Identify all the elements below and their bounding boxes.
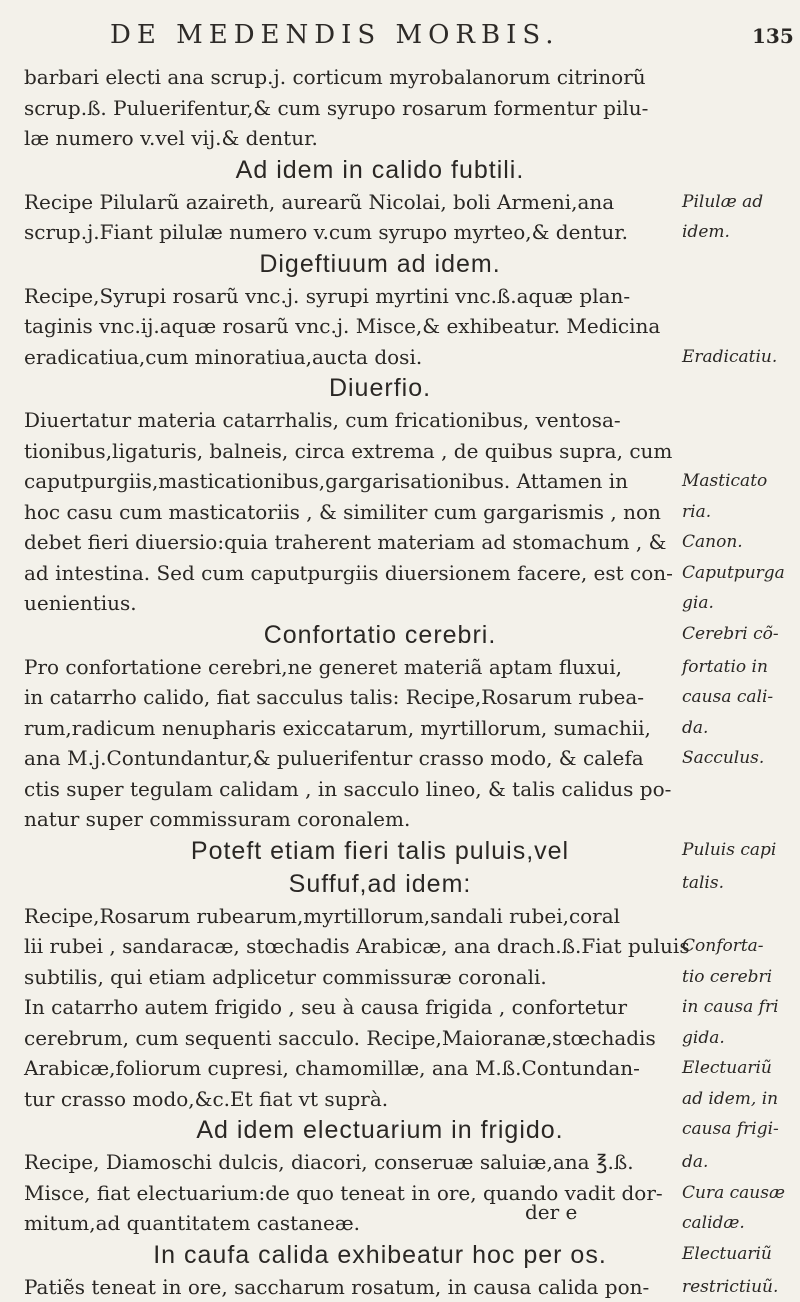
text-line: uenientius.	[24, 588, 736, 619]
text-line: cerebrum, cum sequenti sacculo. Recipe,Maioranæ,stœchadis	[24, 1023, 736, 1054]
text-line: subtilis, qui etiam adplicetur commissuræ coronali.	[24, 962, 736, 993]
margin-note: ad idem, in	[682, 1084, 800, 1114]
margin-note: causa cali-	[682, 682, 800, 712]
text-line: ctis super tegulam calidam , in sacculo lineo, & talis calidus po-	[24, 774, 736, 805]
section-heading: Diuerfio.	[24, 372, 736, 405]
margin-note: Electuariũ	[682, 1053, 800, 1083]
text-line: caputpurgiis,masticationibus,gargarisationibus. Attamen in	[24, 466, 736, 497]
main-text	[24, 62, 736, 1302]
text-line: læ numero v.vel vij.& dentur.	[24, 123, 736, 154]
margin-note: calidæ.	[682, 1208, 800, 1238]
text-line: Diuertatur materia catarrhalis, cum fricationibus, ventosa-	[24, 405, 736, 436]
section-heading: Ad idem electuarium in frigido.	[24, 1114, 736, 1147]
margin-note: fortatio in	[682, 652, 800, 682]
margin-note: gida.	[682, 1023, 800, 1053]
margin-note: Cerebri cõ-	[682, 619, 800, 649]
margin-note: Pilulæ ad	[682, 187, 800, 217]
text-line: lii rubei , sandaracæ, stœchadis Arabicæ, ana drach.ß.Fiat puluis	[24, 931, 736, 962]
margin-note: causa frigi-	[682, 1114, 800, 1144]
margin-note: Masticato	[682, 466, 800, 496]
text-line: Recipe, Diamoschi dulcis, diacori, conseruæ saluiæ,ana ℥.ß.	[24, 1147, 736, 1178]
text-line: hoc casu cum masticatoriis , & similiter cum gargarismis , non	[24, 497, 736, 528]
margin-note: gia.	[682, 588, 800, 618]
margin-note: tio cerebri	[682, 962, 800, 992]
text-line: tur crasso modo,&c.Et fiat vt suprà.	[24, 1084, 736, 1115]
text-line: taginis vnc.ij.aquæ rosarũ vnc.j. Misce,& exhibeatur. Medicina	[24, 311, 736, 342]
section-heading: In caufa calida exhibeatur hoc per os.	[24, 1239, 736, 1272]
section-heading: Poteft etiam fieri talis puluis,vel	[24, 835, 736, 868]
margin-note: Conforta-	[682, 931, 800, 961]
text-line: tionibus,ligaturis, balneis, circa extrema , de quibus supra, cum	[24, 436, 736, 467]
text-line: Recipe Pilularũ azaireth, aurearũ Nicolai, boli Armeni,ana	[24, 187, 736, 218]
text-line: Pro confortatione cerebri,ne generet materiã aptam fluxui,	[24, 652, 736, 683]
text-line: In catarrho autem frigido , seu à causa frigida , confortetur	[24, 992, 736, 1023]
section-heading: Ad idem in calido fubtili.	[24, 154, 736, 187]
text-line: eradicatiua,cum minoratiua,aucta dosi.	[24, 342, 736, 373]
margin-note: ria.	[682, 497, 800, 527]
text-line: scrup.j.Fiant pilulæ numero v.cum syrupo myrteo,& dentur.	[24, 217, 736, 248]
text-line: rum,radicum nenupharis exiccatarum, myrtillorum, sumachii,	[24, 713, 736, 744]
running-head: DE MEDENDIS MORBIS.	[110, 20, 670, 50]
margin-note: talis.	[682, 868, 800, 898]
text-line: scrup.ß. Puluerifentur,& cum syrupo rosarum formentur pilu-	[24, 93, 736, 124]
text-line: ad intestina. Sed cum caputpurgiis diuersionem facere, est con-	[24, 558, 736, 589]
margin-note: restrictiuũ.	[682, 1272, 800, 1302]
section-heading: Digeftiuum ad idem.	[24, 248, 736, 281]
text-line: Recipe,Rosarum rubearum,myrtillorum,sandali rubei,coral	[24, 901, 736, 932]
text-line: barbari electi ana scrup.j. corticum myrobalanorum citrinorũ	[24, 62, 736, 93]
text-line: Recipe,Syrupi rosarũ vnc.j. syrupi myrtini vnc.ß.aquæ plan-	[24, 281, 736, 312]
section-heading: Confortatio cerebri.	[24, 619, 736, 652]
section-heading: Suffuf,ad idem:	[24, 868, 736, 901]
margin-note: da.	[682, 713, 800, 743]
margin-note: Caputpurga	[682, 558, 800, 588]
margin-note: Electuariũ	[682, 1239, 800, 1269]
margin-note: Puluis capi	[682, 835, 800, 865]
margin-note: Sacculus.	[682, 743, 800, 773]
text-line: Arabicæ,foliorum cupresi, chamomillæ, ana M.ß.Contundan-	[24, 1053, 736, 1084]
text-line: debet fieri diuersio:quia traherent materiam ad stomachum , &	[24, 527, 736, 558]
text-line: natur super commissuram coronalem.	[24, 804, 736, 835]
margin-note: Eradicatiu.	[682, 342, 800, 372]
margin-note: Canon.	[682, 527, 800, 557]
text-line: mitum,ad quantitatem castaneæ.	[24, 1208, 736, 1239]
margin-note: Cura causæ	[682, 1178, 800, 1208]
catchword: der e	[525, 1200, 577, 1224]
margin-note: in causa fri	[682, 992, 800, 1022]
margin-note: da.	[682, 1147, 800, 1177]
text-line: ana M.j.Contundantur,& puluerifentur crasso modo, & calefa	[24, 743, 736, 774]
text-line: Misce, fiat electuarium:de quo teneat in ore, quando vadit dor-	[24, 1178, 736, 1209]
page-number: 135	[752, 24, 794, 48]
text-line: in catarrho calido, fiat sacculus talis: Recipe,Rosarum rubea-	[24, 682, 736, 713]
margin-note: idem.	[682, 217, 800, 247]
text-line: Patiẽs teneat in ore, saccharum rosatum, in causa calida pon-	[24, 1272, 736, 1302]
